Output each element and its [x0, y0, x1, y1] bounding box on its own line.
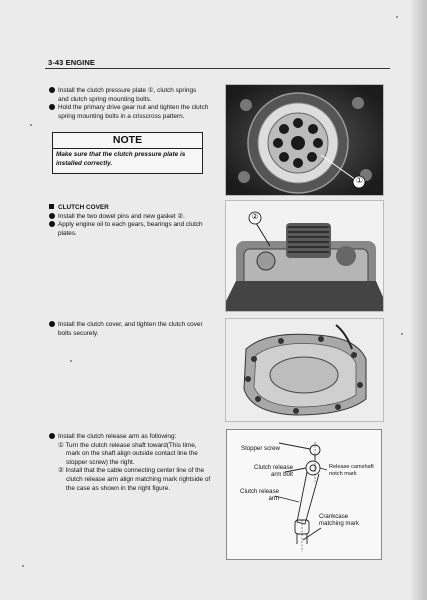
bullet-icon: [49, 433, 55, 439]
clutch-cover-photo: [225, 318, 384, 422]
clutch-cover-section: CLUTCH COVER Install the two dowel pins and new gasket ②. Apply engine oil to each gears, bearings and clutch plates.: [49, 204, 224, 238]
header-rule: [45, 68, 390, 69]
section-square-icon: [49, 204, 54, 209]
scan-speck: [22, 565, 24, 567]
step-pressure-plate: Install the clutch pressure plate ①, clutch springs and clutch spring mounting bolts. Hold the primary drive gear nut and tighten the clutch spring mounting bolts in a crisscross pattern.: [49, 87, 224, 121]
callout-2: ②: [251, 212, 259, 221]
dowel-pins-gasket-photo: [225, 200, 384, 312]
scan-speck: [30, 124, 32, 126]
clutch-cover-heading: CLUTCH COVER: [58, 204, 109, 211]
callout-1: ①: [355, 176, 364, 185]
note-box: [52, 132, 203, 174]
clutch-pressure-plate-photo: [225, 84, 384, 196]
label-stopper-screw: Stopper screw: [241, 445, 280, 452]
bullet-icon: [49, 221, 55, 227]
step-clutch-release-arm: Install the clutch release arm as following: ① Turn the clutch release shaft toward(This time, mark on the shaft align outside contact line the stopper screw) the right. ② Install that the cable connecting center line of the clutch release arm align matching mark rightside of the case as shown in the right figure.: [49, 433, 227, 493]
bullet-icon: [49, 213, 55, 219]
scan-speck: [401, 333, 403, 335]
clutch-release-arm-diagram: [226, 429, 382, 560]
label-crankcase-mark: Crankcase matching mark: [319, 513, 359, 528]
page-header: 3-43 ENGINE: [48, 58, 95, 67]
label-release-arm-bolt: Clutch release arm bolt: [254, 464, 293, 479]
label-release-arm: Clutch release arm: [240, 488, 279, 503]
scan-speck: [396, 16, 398, 18]
note-title: NOTE: [53, 133, 202, 149]
note-text: Make sure that the clutch pressure plate is installed correctly.: [56, 151, 186, 167]
step-clutch-cover-install: Install the clutch cover, and tighten the clutch cover bolts securely.: [49, 321, 224, 338]
scan-speck: [70, 360, 72, 362]
label-release-camshaft: Release camshaft notch mark: [329, 464, 374, 478]
bullet-icon: [49, 321, 55, 327]
bullet-icon: [49, 104, 55, 110]
bullet-icon: [49, 87, 55, 93]
page-edge-shadow: [409, 0, 427, 600]
